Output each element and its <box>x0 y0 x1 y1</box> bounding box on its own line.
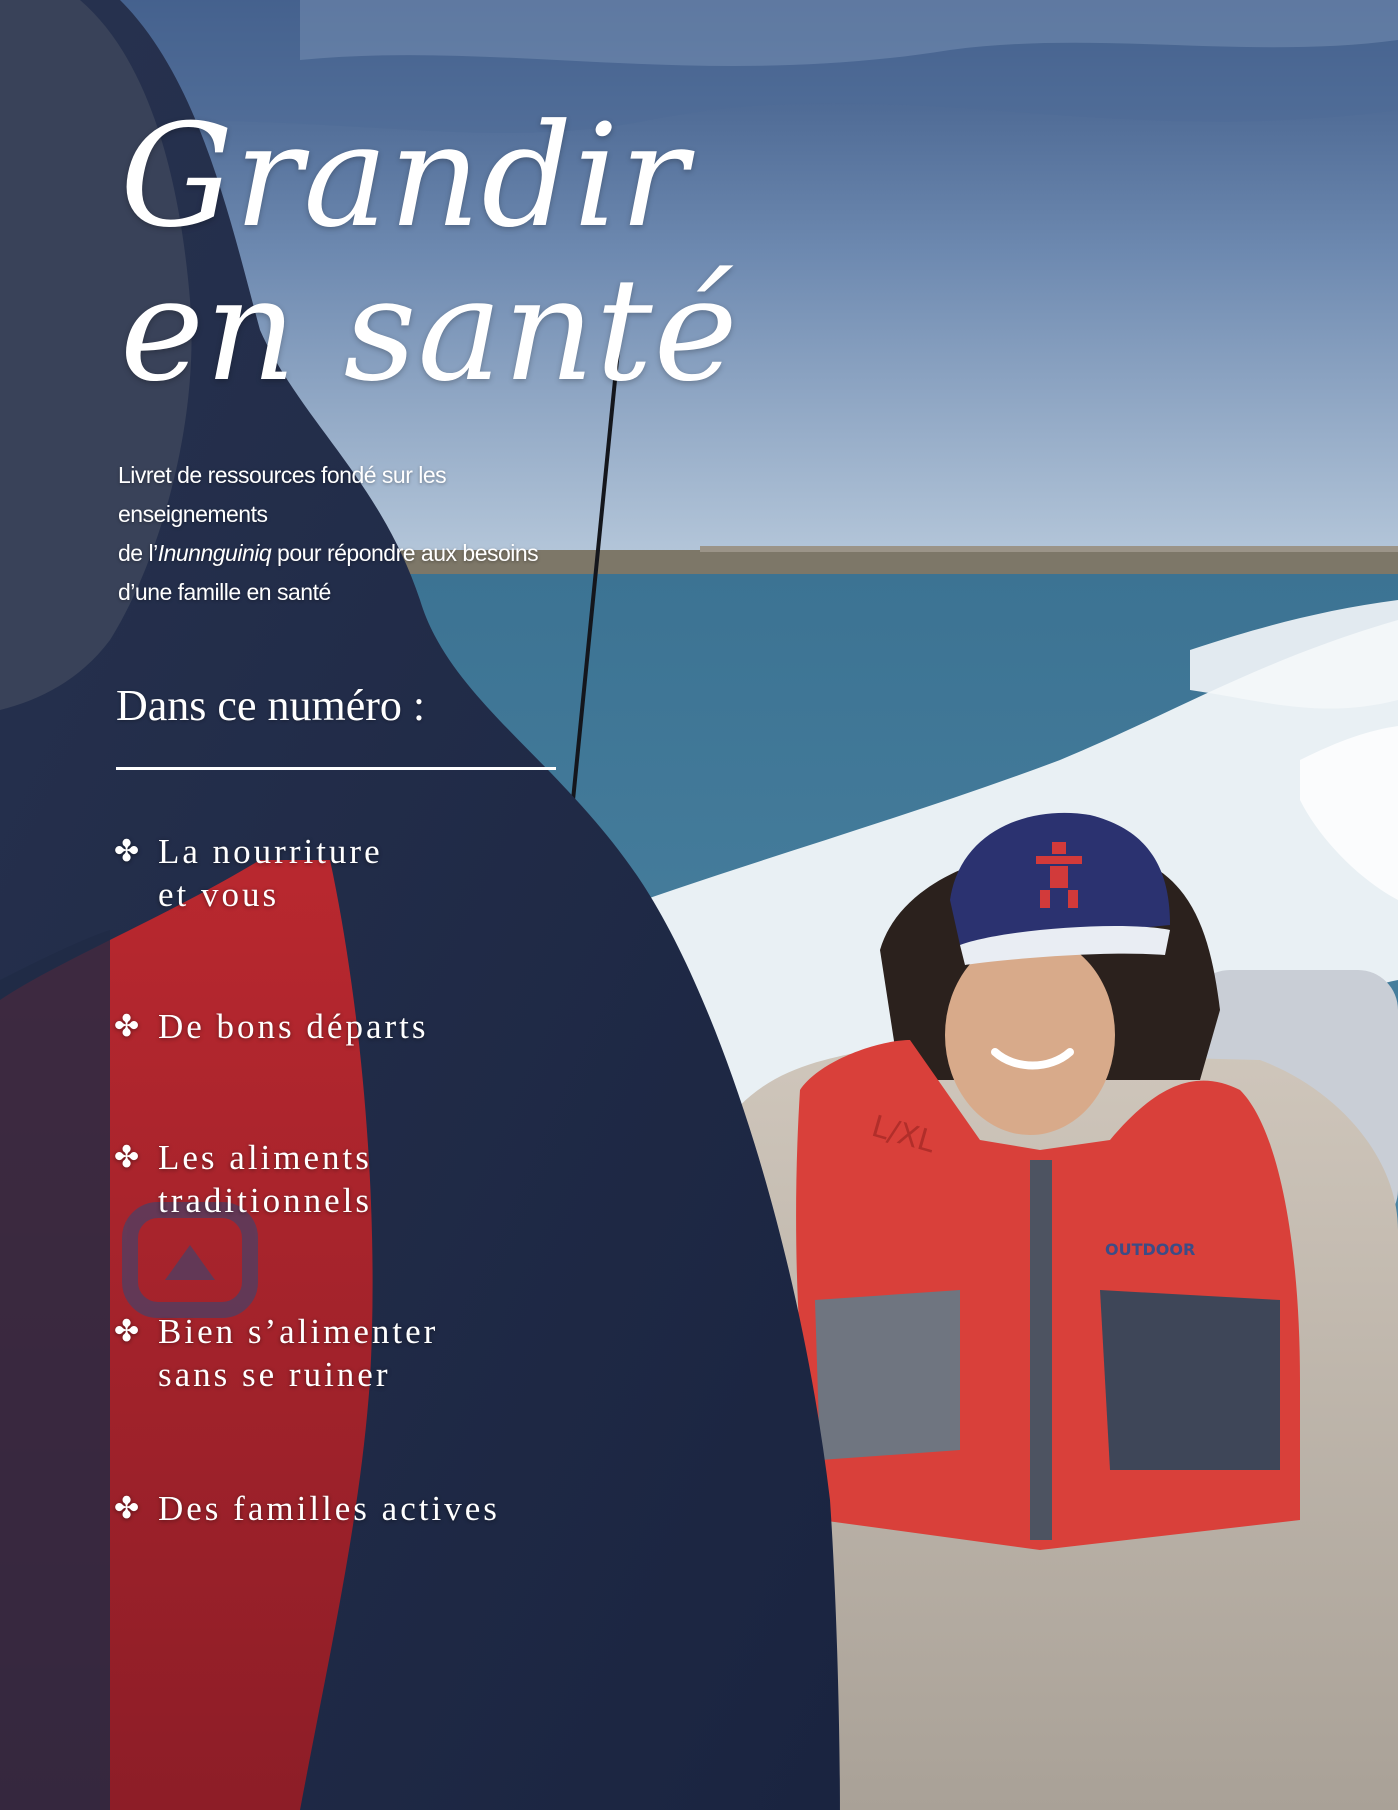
contents-item <box>114 1310 438 1396</box>
title-line-2: en santé <box>120 248 739 413</box>
cover-subtitle <box>118 456 588 612</box>
cross-bullet-icon: ✤ <box>114 1009 140 1044</box>
title-line-1: Grandir <box>120 94 689 259</box>
cross-bullet-icon: ✤ <box>114 1314 140 1349</box>
contents-item <box>114 1005 429 1049</box>
cover-title <box>120 94 739 413</box>
contents-item <box>114 1136 372 1222</box>
contents-item-label: La nourriture et vous <box>158 832 383 914</box>
contents-heading: Dans ce numéro : <box>116 681 426 730</box>
contents-item <box>114 830 383 916</box>
subtitle-italic-term: Inunnguiniq <box>157 540 272 566</box>
subtitle-line-3: d’une famille en santé <box>118 579 331 605</box>
subtitle-line-2-prefix: de l’ <box>118 540 158 566</box>
contents-divider <box>116 767 556 770</box>
contents-item-label: De bons départs <box>158 1007 429 1046</box>
subtitle-line-2 <box>118 534 588 573</box>
cross-bullet-icon: ✤ <box>114 834 140 869</box>
subtitle-line-2-suffix: pour répondre aux besoins <box>271 540 539 566</box>
contents-item-label: Les aliments traditionnels <box>158 1138 372 1220</box>
contents-item-label: Bien s’alimenter sans se ruiner <box>158 1312 439 1394</box>
subtitle-line-1: Livret de ressources fondé sur les enseignements <box>118 462 447 527</box>
contents-item <box>114 1487 500 1531</box>
cross-bullet-icon: ✤ <box>114 1491 140 1526</box>
vest-size-label: L/XL <box>867 1109 940 1161</box>
contents-item-label: Des familles actives <box>158 1489 500 1528</box>
vest-brand-label: OUTDOOR <box>1105 1240 1196 1259</box>
cross-bullet-icon: ✤ <box>114 1140 140 1175</box>
